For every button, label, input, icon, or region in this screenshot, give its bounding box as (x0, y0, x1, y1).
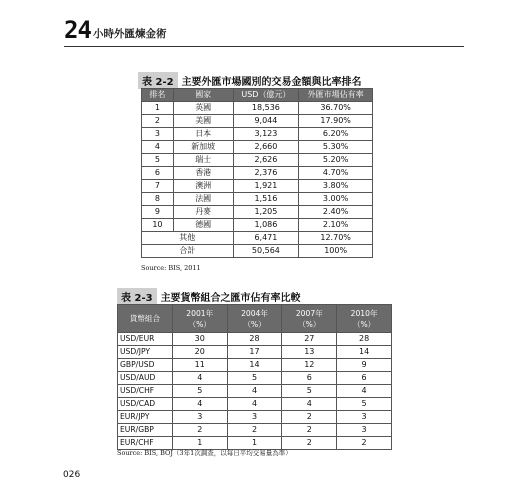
column-header: 2010年 （%） (337, 305, 392, 333)
currency-pair-cell: USD/CAD (118, 398, 173, 411)
table-cell: 2,660 (233, 141, 299, 154)
table-2-2-title: 主要外匯市場國別的交易金額與比率排名 (181, 77, 362, 88)
currency-pair-cell: EUR/GBP (118, 424, 173, 437)
table-cell: 3 (337, 411, 392, 424)
table-cell: 法國 (173, 193, 233, 206)
table-row (142, 167, 373, 180)
total-row (142, 245, 373, 258)
table-2-2-caption (138, 72, 362, 89)
table-row (142, 154, 373, 167)
table-cell: 2 (282, 437, 337, 450)
table-cell: 1,516 (233, 193, 299, 206)
table-cell: 瑞士 (173, 154, 233, 167)
table-row (118, 372, 392, 385)
table-row (142, 206, 373, 219)
table-cell: 30 (172, 333, 227, 346)
table-cell: 4 (337, 385, 392, 398)
table-row (118, 333, 392, 346)
table-cell: 20 (172, 346, 227, 359)
table-row (118, 411, 392, 424)
column-header: 排名 (142, 89, 174, 102)
table-cell: 3 (337, 424, 392, 437)
table-2-2-source: Source: BIS, 2011 (141, 264, 201, 272)
table-cell: 36.70% (299, 102, 373, 115)
table-cell: 6,471 (233, 232, 299, 245)
table-cell: 4.70% (299, 167, 373, 180)
table-cell: 澳洲 (173, 180, 233, 193)
table-row (118, 359, 392, 372)
table-cell: 3 (142, 128, 174, 141)
column-header: 貨幣組合 (118, 305, 173, 333)
table-cell: 2 (337, 437, 392, 450)
table-cell: 5 (142, 154, 174, 167)
market-share-by-country-table (141, 88, 373, 258)
table-cell: 5 (282, 385, 337, 398)
column-header: 2001年 （%） (172, 305, 227, 333)
table-cell: 香港 (173, 167, 233, 180)
column-header: 2004年 （%） (227, 305, 282, 333)
table-cell: 8 (142, 193, 174, 206)
table-cell: 2 (172, 424, 227, 437)
table-cell: 100% (299, 245, 373, 258)
table-cell: 9,044 (233, 115, 299, 128)
currency-pair-cell: EUR/JPY (118, 411, 173, 424)
table-row (142, 141, 373, 154)
table-row (118, 346, 392, 359)
table-cell: 德國 (173, 219, 233, 232)
table-row (118, 385, 392, 398)
column-header: 2007年 （%） (282, 305, 337, 333)
table-cell: 14 (337, 346, 392, 359)
page-number: 026 (63, 470, 81, 480)
table-cell: 28 (337, 333, 392, 346)
table-cell: 4 (172, 372, 227, 385)
table-cell: 6 (282, 372, 337, 385)
table-cell: 6 (337, 372, 392, 385)
table-cell: 5 (172, 385, 227, 398)
header-rule (64, 46, 464, 47)
table-cell: 合計 (142, 245, 234, 258)
table-2-3-caption (117, 288, 301, 305)
table-row (142, 115, 373, 128)
table-cell: 2.10% (299, 219, 373, 232)
table-cell: 日本 (173, 128, 233, 141)
table-row (118, 398, 392, 411)
table-cell: 9 (142, 206, 174, 219)
table-cell: 10 (142, 219, 174, 232)
table-cell: 5.20% (299, 154, 373, 167)
currency-pair-cell: USD/AUD (118, 372, 173, 385)
table-cell: 9 (337, 359, 392, 372)
column-header: 外匯市場佔有率 (299, 89, 373, 102)
table-cell: 12.70% (299, 232, 373, 245)
table-cell: 2 (282, 424, 337, 437)
table-cell: 丹麥 (173, 206, 233, 219)
currency-pair-cell: EUR/CHF (118, 437, 173, 450)
table-cell: 17 (227, 346, 282, 359)
table-cell: 2 (282, 411, 337, 424)
table-cell: 6.20% (299, 128, 373, 141)
table-2-3-title: 主要貨幣組合之匯市佔有率比較 (160, 293, 301, 304)
table-cell: 27 (282, 333, 337, 346)
table-cell: 4 (282, 398, 337, 411)
table-cell: 2,376 (233, 167, 299, 180)
table-cell: 英國 (173, 102, 233, 115)
table-row (142, 180, 373, 193)
table-row (142, 193, 373, 206)
table-cell: 美國 (173, 115, 233, 128)
table-cell: 1 (227, 437, 282, 450)
table-cell: 4 (227, 398, 282, 411)
table-cell: 50,564 (233, 245, 299, 258)
table-cell: 3 (172, 411, 227, 424)
table-2-3-source: Source: BIS, BOJ（3年1次調查，以每日平均交易量為準） (117, 449, 292, 457)
table-cell: 3,123 (233, 128, 299, 141)
table-cell: 28 (227, 333, 282, 346)
table-2-2-tag: 表 2-2 (138, 72, 178, 89)
table-cell: 4 (227, 385, 282, 398)
table-cell: 13 (282, 346, 337, 359)
chapter-number: 24 (64, 16, 91, 44)
book-title: 小時外匯煉金術 (93, 28, 167, 40)
table-cell: 1,086 (233, 219, 299, 232)
table-cell: 2 (142, 115, 174, 128)
table-cell: 6 (142, 167, 174, 180)
table-cell: 2.40% (299, 206, 373, 219)
currency-pair-cell: USD/EUR (118, 333, 173, 346)
table-cell: 5 (227, 372, 282, 385)
page-header (64, 16, 464, 42)
table-cell: 5.30% (299, 141, 373, 154)
table-cell: 3.00% (299, 193, 373, 206)
column-header: USD（億元） (233, 89, 299, 102)
currency-pair-share-table (117, 304, 392, 450)
currency-pair-cell: USD/JPY (118, 346, 173, 359)
table-cell: 2 (227, 424, 282, 437)
table-row (142, 102, 373, 115)
table-cell: 新加坡 (173, 141, 233, 154)
table-cell: 18,536 (233, 102, 299, 115)
table-cell: 7 (142, 180, 174, 193)
table-row (118, 424, 392, 437)
table-cell: 14 (227, 359, 282, 372)
currency-pair-cell: GBP/USD (118, 359, 173, 372)
table-2-3-tag: 表 2-3 (117, 288, 157, 305)
currency-pair-cell: USD/CHF (118, 385, 173, 398)
table-cell: 1 (172, 437, 227, 450)
column-header: 國家 (173, 89, 233, 102)
table-cell: 3.80% (299, 180, 373, 193)
table-cell: 11 (172, 359, 227, 372)
table-cell: 12 (282, 359, 337, 372)
table-cell: 5 (337, 398, 392, 411)
table-row (142, 219, 373, 232)
table-cell: 2,626 (233, 154, 299, 167)
table-cell: 17.90% (299, 115, 373, 128)
table-cell: 1,921 (233, 180, 299, 193)
table-cell: 4 (142, 141, 174, 154)
table-cell: 4 (172, 398, 227, 411)
table-cell: 其他 (142, 232, 234, 245)
other-row (142, 232, 373, 245)
table-cell: 3 (227, 411, 282, 424)
table-row (142, 128, 373, 141)
table-cell: 1 (142, 102, 174, 115)
table-cell: 1,205 (233, 206, 299, 219)
